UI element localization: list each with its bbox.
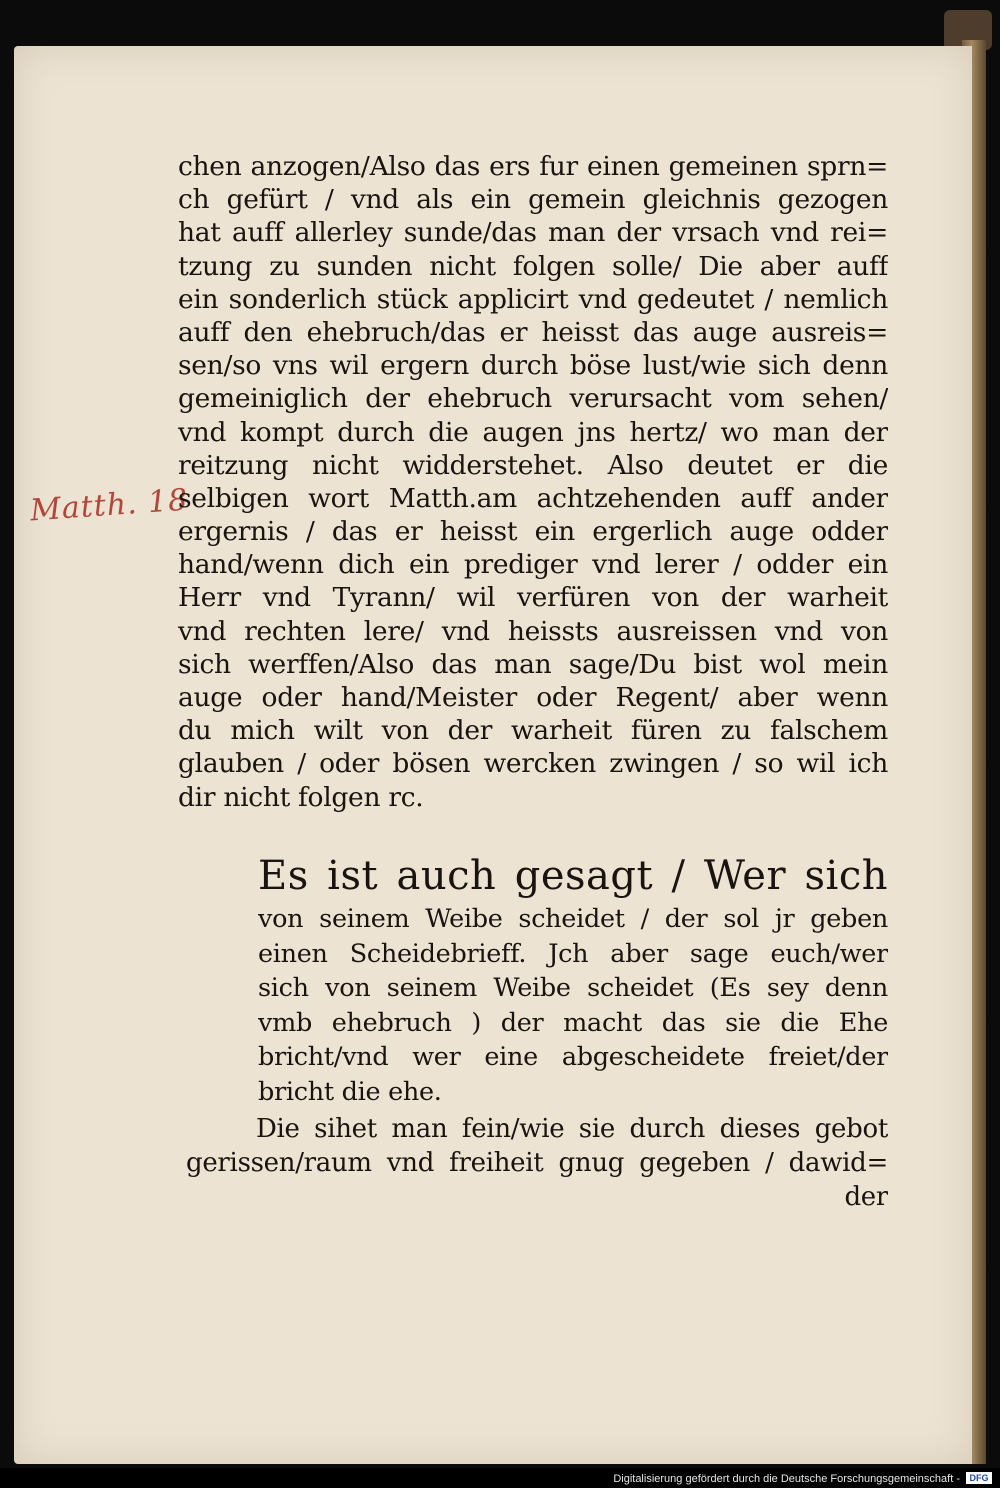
body-line: hat auff allerley sunde/das man der vrsach vnd rei=	[178, 217, 888, 249]
body-line: glauben / oder bösen wercken zwingen / so wil ich	[178, 748, 888, 780]
body-line: sen/so vns wil ergern durch böse lust/wie sich denn	[178, 350, 888, 382]
margin-note: Matth. 18	[28, 482, 190, 529]
body-line: ergernis / das er heisst ein ergerlich auge odder	[178, 516, 888, 548]
body-line: hand/wenn dich ein prediger vnd lerer / odder ein	[178, 549, 888, 581]
body-line: chen anzogen/Also das ers fur einen gemeinen sprn=	[178, 151, 888, 182]
quote-line: bricht/vnd wer eine abgescheidete freiet/der	[258, 1042, 888, 1072]
quote-line: bricht die ehe.	[258, 1076, 442, 1107]
body-line: selbigen wort Matth.am achtzehenden auff ander	[178, 482, 888, 514]
scripture-quote	[258, 850, 888, 1109]
body-line: auge oder hand/Meister oder Regent/ aber wenn	[178, 682, 888, 713]
body-line: tzung zu sunden nicht folgen solle/ Die aber auff	[178, 250, 888, 282]
dfg-logo: DFG	[966, 1472, 992, 1484]
footer-bar	[0, 1468, 1000, 1488]
closing-paragraph	[186, 1112, 888, 1214]
body-line: vnd rechten lere/ vnd heissts ausreissen vnd von	[178, 615, 888, 647]
body-line: du mich wilt von der warheit füren zu falschem	[178, 715, 888, 747]
body-line: vnd kompt durch die augen jns hertz/ wo man der	[178, 416, 888, 448]
quote-line: sich von seinem Weibe scheidet (Es sey denn	[258, 973, 888, 1003]
body-line: ein sonderlich stück applicirt vnd gedeutet / nemlich	[178, 283, 888, 315]
quote-line: vmb ehebruch ) der macht das sie die Ehe	[258, 1007, 888, 1038]
body-text	[178, 150, 888, 814]
closing-line: Die sihet man fein/wie sie durch dieses gebot	[256, 1114, 888, 1144]
body-line: ch gefürt / vnd als ein gemein gleichnis gezogen	[178, 184, 888, 216]
body-line: reitzung nicht widderstehet. Also deutet er die	[178, 449, 888, 481]
funding-credit: Digitalisierung gefördert durch die Deutsche Forschungsgemeinschaft -	[613, 1473, 960, 1485]
quote-line: einen Scheidebrieff. Jch aber sage euch/wer	[258, 938, 888, 969]
body-line: gemeiniglich der ehebruch verursacht vom sehen/	[178, 383, 888, 415]
closing-line: gerissen/raum vnd freiheit gnug gegeben / dawid=	[186, 1148, 888, 1178]
catchword: der	[844, 1182, 888, 1212]
body-line: sich werffen/Also das man sage/Du bist wol mein	[178, 648, 888, 680]
section-heading: Es ist auch gesagt / Wer sich	[258, 853, 888, 899]
body-line: auff den ehebruch/das er heisst das auge ausreis=	[178, 316, 888, 348]
body-line: dir nicht folgen rc.	[178, 781, 424, 813]
body-line: Herr vnd Tyrann/ wil verfüren von der warheit	[178, 582, 888, 614]
quote-line: von seinem Weibe scheidet / der sol jr geben	[258, 904, 888, 934]
